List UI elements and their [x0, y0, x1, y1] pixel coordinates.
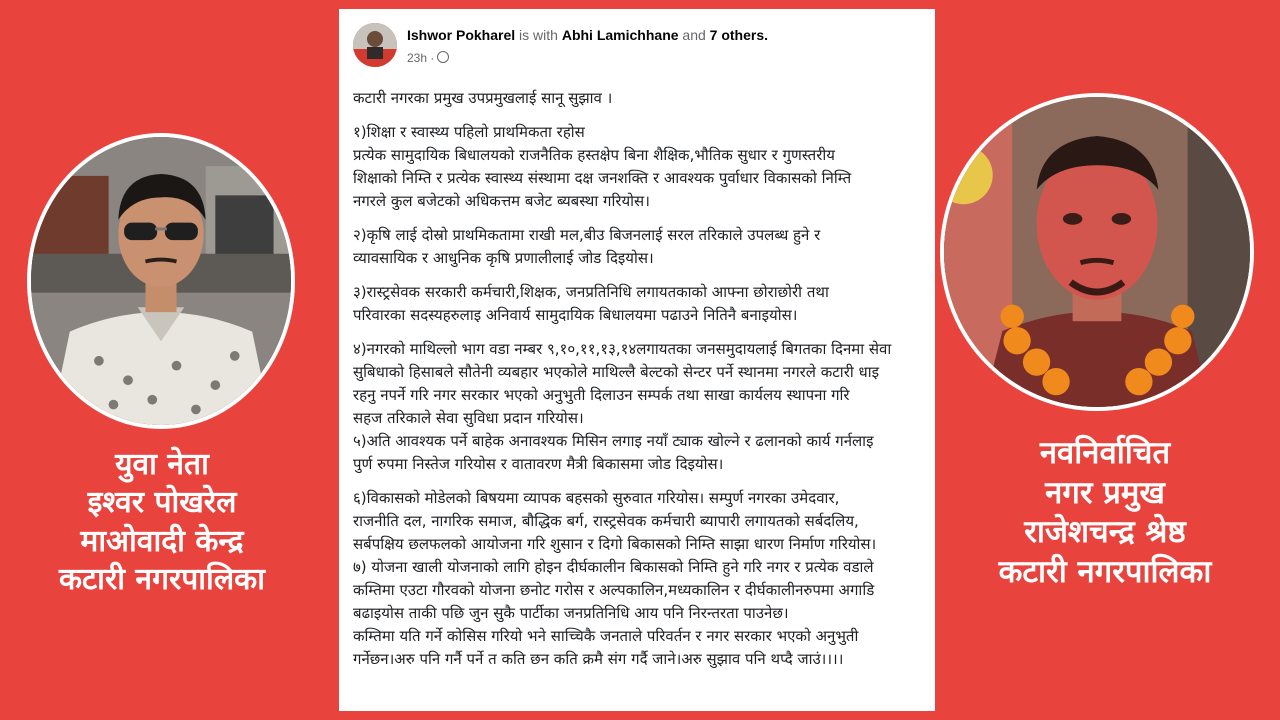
right-caption-line: कटारी नगरपालिका: [998, 554, 1212, 591]
portrait-right-photo: [940, 93, 1254, 411]
author-name-link[interactable]: Ishwor Pokharel: [407, 27, 516, 43]
post-paragraph: [353, 121, 927, 213]
post-text-line: ५)अति आवश्यक पर्ने बाहेक अनावश्यक मिसिन लगाइ नयाँ ट्याक खोल्ने र ढलानको कार्य गर्नलाइ: [353, 432, 874, 450]
post-text-line: सहज तरिकाले सेवा सुविधा प्रदान गरियोस।: [353, 409, 584, 427]
post-text-line: शिक्षाको निम्ति र प्रत्येक स्वास्थ्य संस्थामा दक्ष जनशक्ति र आवश्यक पुर्वाधार विकासको निम्ति: [353, 169, 852, 187]
post-header: [353, 23, 923, 83]
right-caption-line: नवनिर्वाचित: [1039, 435, 1171, 471]
right-caption-line: राजेशचन्द्र श्रेष्ठ: [1024, 514, 1186, 551]
left-caption: [2, 446, 322, 600]
post-timestamp-line: [407, 51, 449, 65]
left-caption-line: युवा नेता: [115, 447, 209, 482]
post-text-line: नगरले कुल बजेटको अधिकत्तम बजेट ब्यबस्था गरियोस।: [353, 192, 650, 210]
and-text: and: [682, 27, 706, 43]
post-text-line: ७) योजना खाली योजनाको लागि होइन दीर्घकालीन बिकासको निम्ति हुने गरि नगर र प्रत्येक वडाले: [353, 558, 874, 576]
post-text-line: कटारी नगरका प्रमुख उपप्रमुखलाई सानू सुझाव ।: [353, 89, 613, 107]
post-text-line: सुबिधाको हिसाबले सौतेनी व्यबहार भएकोले माथिल्लै बेल्टको सेन्टर पर्ने स्थानमा नगरले कटारी धाइ: [353, 363, 879, 381]
post-timestamp[interactable]: 23h ·: [407, 51, 435, 65]
post-text-line: रहनु नपर्ने गरि नगर सरकार भएको अनुभुती दिलाउन सम्पर्क तथा साखा कार्यलय स्थापना गरि: [353, 386, 850, 404]
post-text-line: पुर्ण रुपमा निस्तेज गरियोस र वातावरण मैत्री बिकासमा जोड दिइयोस।: [353, 455, 724, 473]
post-paragraph: [353, 224, 927, 270]
post-text-line: कम्तिमा यति गर्ने कोसिस गरियो भने साच्चिकै जनताले परिवर्तन र नगर सरकार भएको अनुभुती: [353, 627, 859, 645]
left-caption-line: कटारी नगरपालिका: [59, 562, 265, 598]
others-link[interactable]: 7 others.: [709, 27, 769, 43]
right-caption-line: नगर प्रमुख: [1045, 474, 1165, 511]
post-paragraph: [353, 338, 927, 476]
post-text-line: ६)विकासको मोडेलको बिषयमा व्यापक बहसको सुरुवात गरियोस। सम्पुर्ण नगरका उमेदवार,: [353, 489, 840, 507]
post-paragraph: [353, 281, 927, 327]
facebook-post-card: [339, 9, 935, 711]
author-avatar[interactable]: [353, 23, 397, 67]
post-text-line: व्यावसायिक र आधुनिक कृषि प्रणालीलाई जोड दिइयोस।: [353, 249, 654, 267]
post-text-line: बढाइयोस ताकी पछि जुन सुकै पार्टीका जनप्रतिनिधि आय पनि निरन्तरता पाउनेछ।: [353, 604, 789, 622]
post-text-line: गर्नेछन।अरु पनि गर्नै पर्ने त कति छन कति क्रमै संग गर्दै जाने।अरु सुझाव पनि थप्दै जाउं।।।।: [353, 650, 844, 668]
with-text: is with: [519, 27, 558, 43]
post-text-line: प्रत्येक सामुदायिक बिधालयको राजनैतिक हस्तक्षेप बिना शैक्षिक,भौतिक सुधार र गुणस्तरीय: [353, 146, 835, 164]
post-text-line: ४)नगरको माथिल्लो भाग वडा नम्बर ९,१०,११,१३,१४लगायतका जनसमुदायलाई बिगतका दिनमा सेवा: [353, 340, 892, 358]
post-text-line: सर्बपक्षिय छलफलको आयोजना गरि शुसान र दिगो बिकासको निम्ति साझा धारण निर्माण गरियोस।: [353, 535, 877, 553]
globe-icon: [437, 51, 449, 63]
post-text-line: ३)रास्ट्रसेवक सरकारी कर्मचारी,शिक्षक, जनप्रतिनिधि लगायतकाको आफ्ना छोराछोरी तथा: [353, 283, 829, 301]
post-text-line: परिवारका सदस्यहरुलाइ अनिवार्य सामुदायिक बिधालयमा पढाउने नितिनै बनाइयोस।: [353, 306, 798, 324]
tagged-user-link[interactable]: Abhi Lamichhane: [561, 27, 679, 43]
post-paragraph: [353, 87, 927, 110]
left-caption-line: इश्वर पोखरेल: [87, 485, 237, 521]
post-text-line: १)शिक्षा र स्वास्थ्य पहिलो प्राथमिकता रहोस: [353, 123, 585, 141]
left-caption-line: माओवादी केन्द्र: [80, 523, 244, 559]
right-caption: [945, 434, 1265, 593]
post-body: [353, 87, 927, 682]
post-text-line: २)कृषि लाई दोस्रो प्राथमिकतामा राखी मल,बीउ बिजनलाई सरल तरिकाले उपलब्ध हुने र: [353, 226, 821, 244]
post-author-line: [407, 27, 768, 43]
post-paragraph: [353, 487, 927, 671]
portrait-left-photo: [27, 133, 295, 429]
post-text-line: कम्तिमा एउटा गौरवको योजना छनोट गरोस र अल्पकालिन,मध्यकालिन र दीर्घकालीनरुपमा अगाडि: [353, 581, 875, 599]
post-text-line: राजनीति दल, नागरिक समाज, बौद्धिक बर्ग, रास्ट्रसेवक कर्मचारी ब्यापारी लगायतको सर्बदलिय,: [353, 512, 859, 530]
